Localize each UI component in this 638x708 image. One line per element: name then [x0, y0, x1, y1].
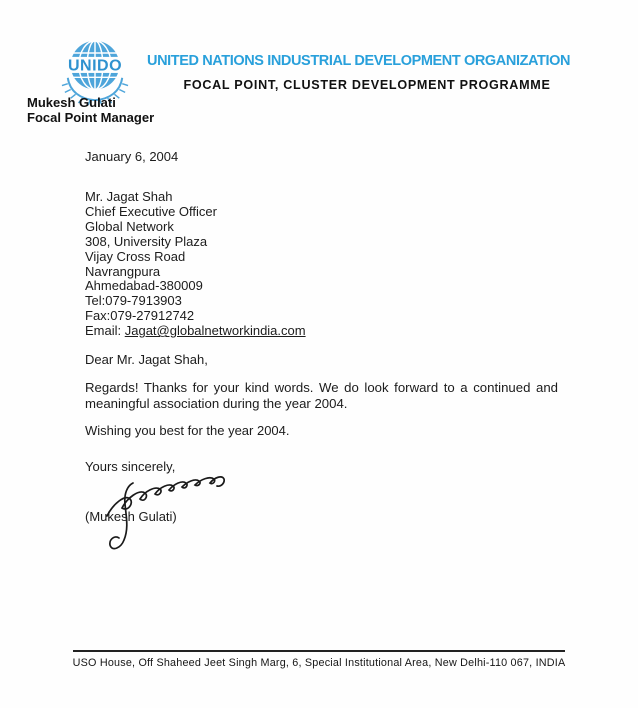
recipient-line: Navrangpura — [85, 263, 161, 279]
sender-title: Focal Point Manager — [27, 110, 155, 125]
recipient-email-line — [85, 324, 306, 339]
salutation: Dear Mr. Jagat Shah, — [85, 352, 208, 367]
closing: Yours sincerely, — [85, 459, 176, 474]
recipient-address — [85, 190, 306, 339]
recipient-line: Mr. Jagat Shah — [85, 189, 173, 204]
recipient-line: Ahmedabad-380009 — [85, 278, 203, 294]
recipient-line: Chief Executive Officer — [85, 203, 217, 219]
email-label: Email: — [85, 323, 125, 339]
recipient-line: Tel:079-7913903 — [85, 293, 182, 309]
signatory-name: (Mukesh Gulati) — [85, 509, 177, 524]
footer-address: USO House, Off Shaheed Jeet Singh Marg, 6, Special Institutional Area, New Delhi-110 067, INDIA — [72, 657, 566, 669]
recipient-line: Vijay Cross Road — [85, 248, 186, 264]
recipient-line: 308, University Plaza — [85, 233, 208, 249]
letter-date: January 6, 2004 — [85, 149, 179, 164]
body-paragraph: Regards! Thanks for your kind words. We do look forward to a continued and meaningful association during the year 2004. — [85, 380, 558, 411]
programme-subtitle: FOCAL POINT, CLUSTER DEVELOPMENT PROGRAMME — [183, 78, 551, 92]
recipient-line: Global Network — [85, 218, 174, 234]
sender-name: Mukesh Gulati — [27, 95, 116, 110]
org-name: UNITED NATIONS INDUSTRIAL DEVELOPMENT ORGANIZATION — [147, 53, 571, 69]
sender-block — [27, 95, 154, 125]
body-paragraph: Wishing you best for the year 2004. — [85, 423, 290, 438]
logo-text: UNIDO — [67, 56, 123, 75]
email-address: Jagat@globalnetworkindia.com — [124, 323, 306, 339]
recipient-line: Fax:079-27912742 — [85, 308, 195, 324]
footer-divider — [73, 650, 565, 652]
